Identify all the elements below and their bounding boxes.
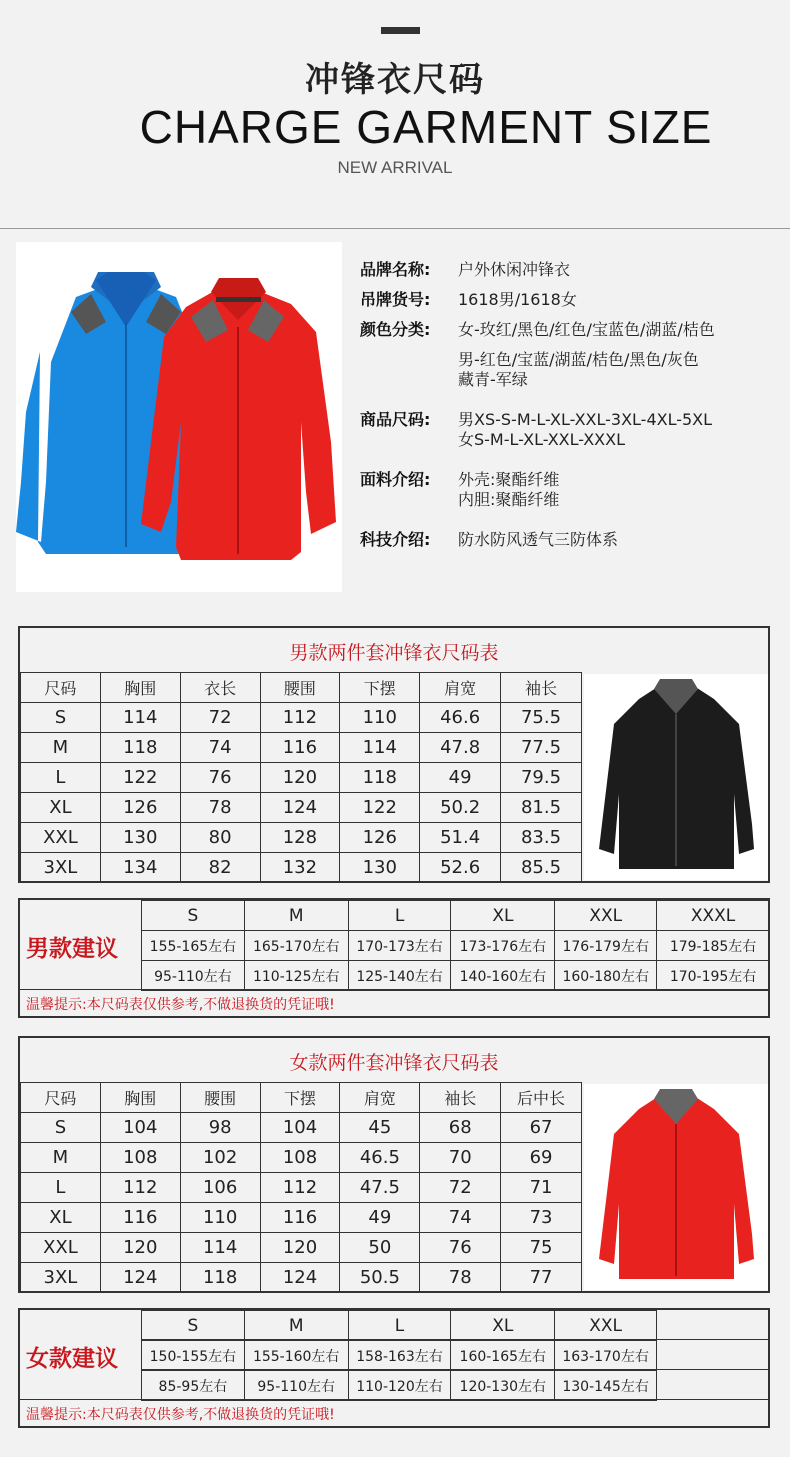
jackets-illustration <box>16 242 342 592</box>
cell: L <box>21 1173 101 1203</box>
cell: 140-160左右 <box>451 961 555 991</box>
info-key: 科技介绍: <box>360 530 431 549</box>
women-suggest-label: 女款建议 <box>26 1346 118 1372</box>
cell: 80 <box>180 823 260 853</box>
cell: 124 <box>260 1263 340 1293</box>
info-value: 藏青-军绿 <box>458 370 528 389</box>
cell: 47.5 <box>340 1173 420 1203</box>
women-suggest-grid <box>141 1310 657 1401</box>
cell: 176-179左右 <box>555 931 657 961</box>
cell: 74 <box>180 733 260 763</box>
women-table-title: 女款两件套冲锋衣尺码表 <box>289 1052 499 1074</box>
black-jacket-icon <box>584 674 768 880</box>
info-value: 女S-M-L-XL-XXL-XXXL <box>458 430 626 449</box>
cell: 3XL <box>21 1263 101 1293</box>
table-row <box>21 1143 582 1173</box>
info-value: 男-红色/宝蓝/湖蓝/桔色/黑色/灰色 <box>458 350 699 369</box>
cell: 50.5 <box>340 1263 420 1293</box>
cell: 110 <box>180 1203 260 1233</box>
size-header: XXL <box>555 1311 657 1341</box>
table-row <box>21 763 582 793</box>
cell: S <box>21 703 101 733</box>
cell: M <box>21 733 101 763</box>
cell: 50.2 <box>420 793 501 823</box>
cell: 173-176左右 <box>451 931 555 961</box>
header-divider <box>0 228 790 229</box>
cell: 104 <box>100 1113 180 1143</box>
cell: 82 <box>180 853 260 883</box>
label-divider <box>141 1310 142 1399</box>
cell: 46.5 <box>340 1143 420 1173</box>
table-row <box>21 1233 582 1263</box>
cell: 126 <box>340 823 420 853</box>
cell: 110 <box>340 703 420 733</box>
size-header: XXXL <box>657 901 770 931</box>
cell: 160-165左右 <box>451 1341 555 1371</box>
info-value: 外壳:聚酯纤维 <box>458 470 560 489</box>
height-row <box>142 1341 657 1371</box>
col-header: 下摆 <box>260 1083 340 1113</box>
cell: 160-180左右 <box>555 961 657 991</box>
size-header: L <box>348 901 451 931</box>
cell: 118 <box>180 1263 260 1293</box>
cell: 81.5 <box>501 793 582 823</box>
cell: 47.8 <box>420 733 501 763</box>
cell: 112 <box>100 1173 180 1203</box>
col-header: 下摆 <box>340 673 420 703</box>
cell: 70 <box>420 1143 501 1173</box>
height-row <box>142 931 770 961</box>
table-row <box>21 703 582 733</box>
info-key: 颜色分类: <box>360 320 431 339</box>
size-header: S <box>142 1311 245 1341</box>
cell: 85.5 <box>501 853 582 883</box>
cell: 134 <box>100 853 180 883</box>
women-suggest-table <box>18 1308 770 1428</box>
cell: L <box>21 763 101 793</box>
header-accent-bar <box>381 27 420 34</box>
cell: 158-163左右 <box>348 1341 451 1371</box>
cell: 112 <box>260 703 340 733</box>
cell: 116 <box>260 1203 340 1233</box>
cell: XL <box>21 1203 101 1233</box>
cell: 170-173左右 <box>348 931 451 961</box>
page-title-en: CHARGE GARMENT SIZE <box>139 101 713 153</box>
men-warning: 温馨提示:本尺码表仅供参考,不做退换货的凭证哦! <box>26 997 335 1013</box>
cell: 155-160左右 <box>244 1341 348 1371</box>
cell: 132 <box>260 853 340 883</box>
women-size-grid <box>20 1082 582 1293</box>
size-header: M <box>244 1311 348 1341</box>
cell: 165-170左右 <box>244 931 348 961</box>
cell: 120 <box>260 763 340 793</box>
weight-row <box>142 961 770 991</box>
cell: 118 <box>100 733 180 763</box>
cell: 124 <box>260 793 340 823</box>
col-header: 尺码 <box>21 673 101 703</box>
cell: 77 <box>501 1263 582 1293</box>
cell: 106 <box>180 1173 260 1203</box>
women-size-table <box>18 1036 770 1293</box>
size-header: XL <box>451 901 555 931</box>
col-header: 胸围 <box>100 673 180 703</box>
col-header: 腰围 <box>180 1083 260 1113</box>
cell: M <box>21 1143 101 1173</box>
size-header: XXL <box>555 901 657 931</box>
cell: XL <box>21 793 101 823</box>
cell: 124 <box>100 1263 180 1293</box>
cell: 76 <box>420 1233 501 1263</box>
cell: 110-125左右 <box>244 961 348 991</box>
cell: 122 <box>340 793 420 823</box>
col-header: 衣长 <box>180 673 260 703</box>
info-key: 吊牌货号: <box>360 290 431 309</box>
women-warning: 温馨提示:本尺码表仅供参考,不做退换货的凭证哦! <box>26 1407 335 1423</box>
cell: S <box>21 1113 101 1143</box>
table-row <box>21 733 582 763</box>
cell: 85-95左右 <box>142 1371 245 1401</box>
cell: 68 <box>420 1113 501 1143</box>
cell: 52.6 <box>420 853 501 883</box>
cell: 120-130左右 <box>451 1371 555 1401</box>
cell: 150-155左右 <box>142 1341 245 1371</box>
size-header: XL <box>451 1311 555 1341</box>
women-jacket-image <box>584 1084 768 1290</box>
men-table-title: 男款两件套冲锋衣尺码表 <box>289 642 499 664</box>
page-title-cn: 冲锋衣尺码 <box>305 60 485 100</box>
cell: 79.5 <box>501 763 582 793</box>
label-divider <box>141 900 142 989</box>
cell: 67 <box>501 1113 582 1143</box>
info-value: 户外休闲冲锋衣 <box>458 260 571 279</box>
col-header: 后中长 <box>501 1083 582 1113</box>
info-value: 女-玫红/黑色/红色/宝蓝色/湖蓝/桔色 <box>458 320 715 339</box>
cell: 112 <box>260 1173 340 1203</box>
cell: 104 <box>260 1113 340 1143</box>
cell: 128 <box>260 823 340 853</box>
weight-row <box>142 1371 657 1401</box>
cell: 51.4 <box>420 823 501 853</box>
cell: 49 <box>420 763 501 793</box>
row-divider <box>141 1339 768 1340</box>
row-divider <box>141 1369 768 1370</box>
cell: 155-165左右 <box>142 931 245 961</box>
men-suggest-label: 男款建议 <box>26 936 118 962</box>
cell: 125-140左右 <box>348 961 451 991</box>
info-value: 男XS-S-M-L-XL-XXL-3XL-4XL-5XL <box>458 410 713 429</box>
men-size-grid <box>20 672 582 883</box>
info-value: 内胆:聚酯纤维 <box>458 490 560 509</box>
size-header: S <box>142 901 245 931</box>
table-row <box>21 823 582 853</box>
size-header: M <box>244 901 348 931</box>
cell: 120 <box>100 1233 180 1263</box>
cell: 98 <box>180 1113 260 1143</box>
table-row <box>21 1173 582 1203</box>
cell: 116 <box>260 733 340 763</box>
cell: 122 <box>100 763 180 793</box>
cell: 126 <box>100 793 180 823</box>
cell: 74 <box>420 1203 501 1233</box>
cell: 45 <box>340 1113 420 1143</box>
cell: 114 <box>100 703 180 733</box>
men-suggest-table <box>18 898 770 1018</box>
cell: 102 <box>180 1143 260 1173</box>
page-subtitle: NEW ARRIVAL <box>337 158 453 177</box>
col-header: 尺码 <box>21 1083 101 1113</box>
men-suggest-grid <box>141 900 770 991</box>
cell: 130-145左右 <box>555 1371 657 1401</box>
info-value: 1618男/1618女 <box>458 290 577 309</box>
col-header: 袖长 <box>420 1083 501 1113</box>
cell: 78 <box>180 793 260 823</box>
cell: 46.6 <box>420 703 501 733</box>
cell: 76 <box>180 763 260 793</box>
size-header: L <box>348 1311 451 1341</box>
cell: 163-170左右 <box>555 1341 657 1371</box>
table-row <box>21 1113 582 1143</box>
info-key: 商品尺码: <box>360 410 431 429</box>
cell: 72 <box>180 703 260 733</box>
cell: XXL <box>21 1233 101 1263</box>
cell: 130 <box>100 823 180 853</box>
red-jacket-icon <box>584 1084 768 1290</box>
table-row <box>21 1203 582 1233</box>
col-header: 胸围 <box>100 1083 180 1113</box>
info-value: 防水防风透气三防体系 <box>458 530 619 549</box>
cell: 108 <box>260 1143 340 1173</box>
cell: 83.5 <box>501 823 582 853</box>
info-key: 面料介绍: <box>360 470 431 489</box>
men-jacket-image <box>584 674 768 880</box>
table-row <box>21 853 582 883</box>
cell: 49 <box>340 1203 420 1233</box>
cell: 110-120左右 <box>348 1371 451 1401</box>
col-header: 腰围 <box>260 673 340 703</box>
page-header <box>0 0 790 228</box>
cell: 75.5 <box>501 703 582 733</box>
cell: 118 <box>340 763 420 793</box>
cell: 120 <box>260 1233 340 1263</box>
col-header: 肩宽 <box>340 1083 420 1113</box>
cell: 71 <box>501 1173 582 1203</box>
col-header: 袖长 <box>501 673 582 703</box>
cell: 116 <box>100 1203 180 1233</box>
table-row <box>21 1263 582 1293</box>
col-header: 肩宽 <box>420 673 501 703</box>
warning-divider <box>20 989 768 990</box>
cell: 114 <box>180 1233 260 1263</box>
cell: 50 <box>340 1233 420 1263</box>
info-key: 品牌名称: <box>360 260 431 279</box>
cell: 78 <box>420 1263 501 1293</box>
cell: 69 <box>501 1143 582 1173</box>
cell: XXL <box>21 823 101 853</box>
cell: 108 <box>100 1143 180 1173</box>
product-photo <box>16 242 342 592</box>
cell: 95-110左右 <box>142 961 245 991</box>
cell: 72 <box>420 1173 501 1203</box>
cell: 77.5 <box>501 733 582 763</box>
cell: 114 <box>340 733 420 763</box>
table-row <box>21 793 582 823</box>
men-size-table <box>18 626 770 883</box>
warning-divider <box>20 1399 768 1400</box>
cell: 179-185左右 <box>657 931 770 961</box>
cell: 75 <box>501 1233 582 1263</box>
cell: 73 <box>501 1203 582 1233</box>
cell: 130 <box>340 853 420 883</box>
cell: 95-110左右 <box>244 1371 348 1401</box>
cell: 170-195左右 <box>657 961 770 991</box>
cell: 3XL <box>21 853 101 883</box>
